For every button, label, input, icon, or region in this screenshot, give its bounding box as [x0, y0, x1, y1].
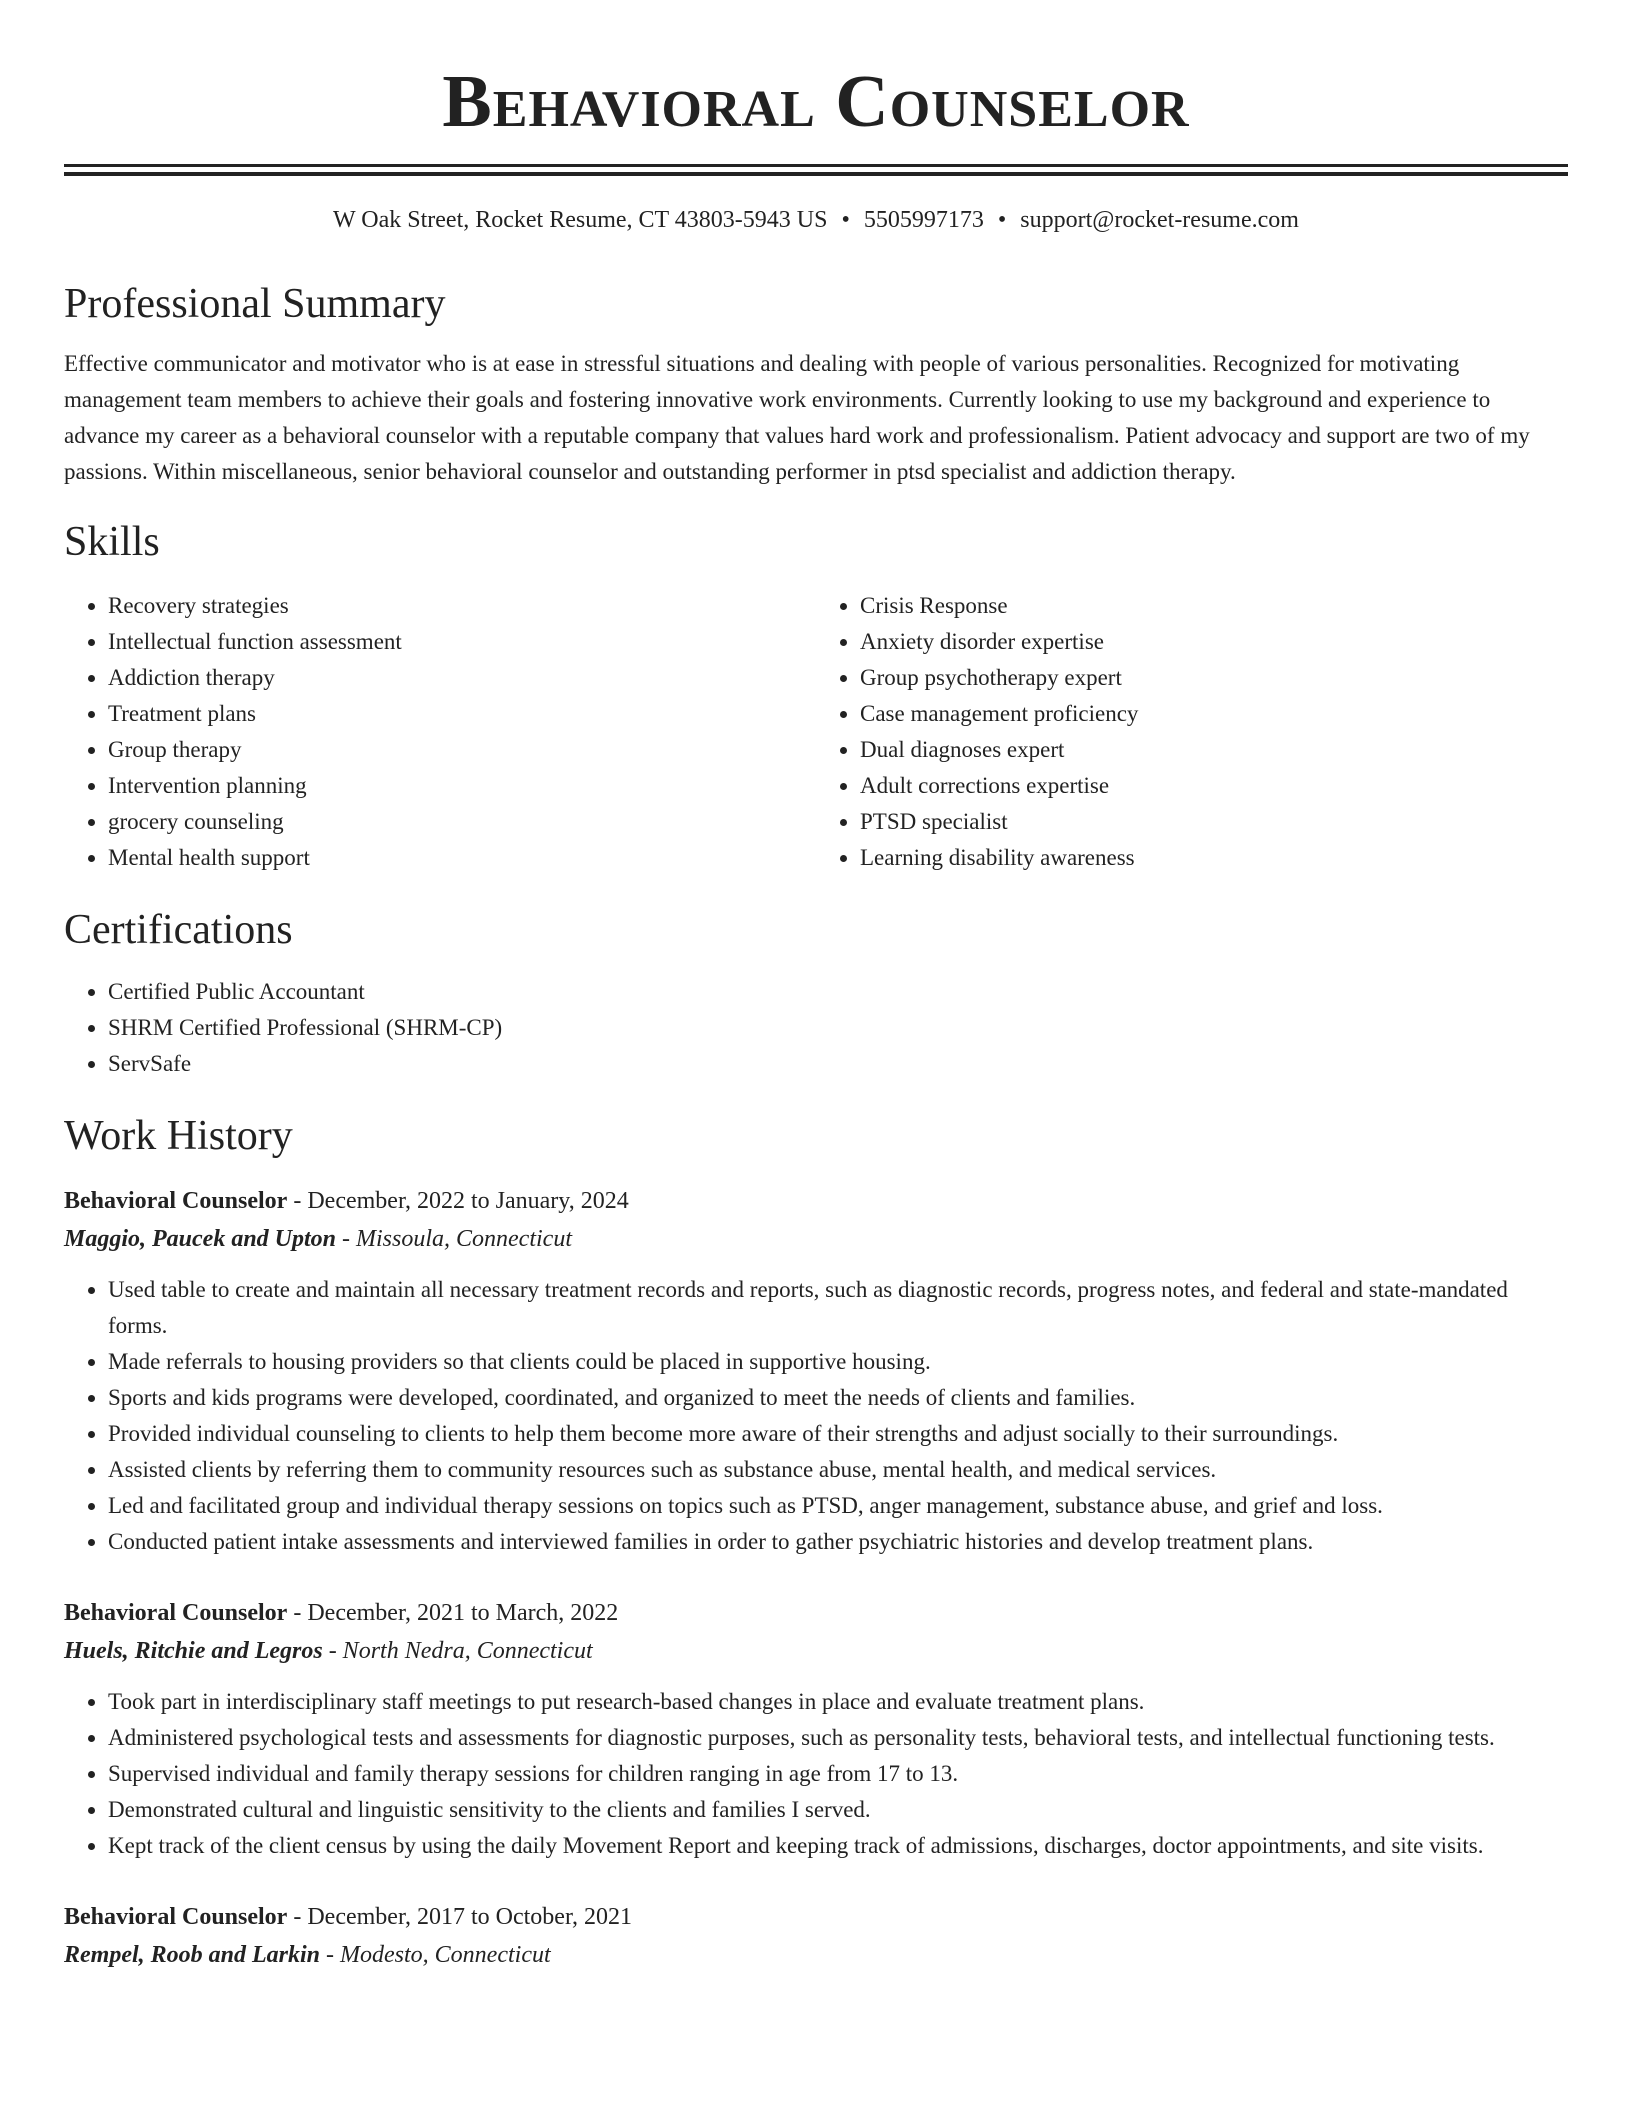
- contact-separator: •: [841, 207, 850, 233]
- work-history-heading: Work History: [64, 1113, 293, 1159]
- skill-item: • Anxiety disorder expertise: [860, 624, 1568, 660]
- skill-item: • Intellectual function assessment: [108, 624, 816, 660]
- job-bullet: • Sports and kids programs were developed, coordinated, and organized to meet the needs of clients and families.: [108, 1380, 1568, 1416]
- job-bullet: • Demonstrated cultural and linguistic sensitivity to the clients and families I served.: [108, 1792, 1568, 1828]
- contact-separator: •: [997, 207, 1007, 233]
- job-title-line: [64, 1182, 1568, 1220]
- job-company: Huels, Ritchie and Legros: [64, 1638, 323, 1664]
- job-title: Behavioral Counselor: [64, 1600, 288, 1626]
- job-bullet: • Conducted patient intake assessments and interviewed families in order to gather psychiatric histories and develop treatment plans.: [108, 1524, 1568, 1560]
- job-bullet: • Kept track of the client census by using the daily Movement Report and keeping track of admissions, discharges, doctor appointments, and site visits.: [108, 1828, 1568, 1864]
- summary-text: Effective communicator and motivator who is at ease in stressful situations and dealing with people of various personalities. Recognized for motivating management team members to achieve their goals and fostering innovative work environments. Currently looking to use my background and experience to advance my career as a behavioral counselor with a reputable company that values hard work and professionalism. Patient advocacy and support are two of my passions. Within miscellaneous, senior behavioral counselor and outstanding performer in ptsd specialist and addiction therapy.: [64, 351, 1530, 484]
- job-location: - Modesto, Connecticut: [320, 1942, 551, 1968]
- job-company-line: [64, 1936, 1568, 1974]
- job-title: Behavioral Counselor: [64, 1188, 288, 1214]
- skill-item: • Recovery strategies: [108, 588, 816, 624]
- skill-item: • Learning disability awareness: [860, 840, 1568, 876]
- job-company: Rempel, Roob and Larkin: [64, 1942, 321, 1968]
- certification-item: • Certified Public Accountant: [108, 974, 1568, 1010]
- job-entry: [64, 1898, 1568, 1974]
- job-bullet: • Took part in interdisciplinary staff meetings to put research-based changes in place and evaluate treatment plans.: [108, 1684, 1568, 1720]
- job-bullet: • Made referrals to housing providers so that clients could be placed in supportive housing.: [108, 1344, 1568, 1380]
- job-entry: [64, 1182, 1568, 1560]
- skill-item: • Intervention planning: [108, 768, 816, 804]
- job-bullets: [64, 1684, 1568, 1864]
- job-bullet: • Led and facilitated group and individual therapy sessions on topics such as PTSD, anger management, substance abuse, and grief and loss.: [108, 1488, 1568, 1524]
- job-dates: - December, 2017 to October, 2021: [287, 1904, 632, 1930]
- certifications-heading: Certifications: [64, 907, 293, 953]
- skill-item: • Crisis Response: [860, 588, 1568, 624]
- job-bullet: • Supervised individual and family therapy sessions for children ranging in age from 17 to 13.: [108, 1756, 1568, 1792]
- skill-item: • PTSD specialist: [860, 804, 1568, 840]
- skill-item: • Treatment plans: [108, 696, 816, 732]
- header-double-rule: [64, 164, 1568, 176]
- contact-address: W Oak Street, Rocket Resume, CT 43803-5943 US: [333, 207, 828, 233]
- contact-line: [64, 204, 1568, 236]
- skill-item: • Addiction therapy: [108, 660, 816, 696]
- job-dates: - December, 2021 to March, 2022: [287, 1600, 619, 1626]
- skills-right-list: [816, 588, 1568, 876]
- job-bullet: • Assisted clients by referring them to community resources such as substance abuse, mental health, and medical services.: [108, 1452, 1568, 1488]
- skill-item: • Mental health support: [108, 840, 816, 876]
- skill-item: • Case management proficiency: [860, 696, 1568, 732]
- skill-item: • Adult corrections expertise: [860, 768, 1568, 804]
- skills-left-list: [64, 588, 816, 876]
- certifications-list: [64, 974, 1568, 1082]
- skill-item: • Group therapy: [108, 732, 816, 768]
- skill-item: • grocery counseling: [108, 804, 816, 840]
- skills-columns: [64, 588, 1568, 876]
- job-entry: [64, 1594, 1568, 1864]
- certification-item: • SHRM Certified Professional (SHRM-CP): [108, 1010, 1568, 1046]
- job-dates: - December, 2022 to January, 2024: [287, 1188, 629, 1214]
- skill-item: • Dual diagnoses expert: [860, 732, 1568, 768]
- job-location: - Missoula, Connecticut: [336, 1226, 572, 1252]
- job-bullets: [64, 1272, 1568, 1560]
- job-company-line: [64, 1220, 1568, 1258]
- job-location: - North Nedra, Connecticut: [322, 1638, 593, 1664]
- job-title: Behavioral Counselor: [64, 1904, 288, 1930]
- certification-item: • ServSafe: [108, 1046, 1568, 1082]
- job-bullet: • Administered psychological tests and assessments for diagnostic purposes, such as personality tests, behavioral tests, and intellectual functioning tests.: [108, 1720, 1568, 1756]
- skills-heading: Skills: [64, 519, 160, 565]
- job-title-line: [64, 1594, 1568, 1632]
- job-title-line: [64, 1898, 1568, 1936]
- skill-item: • Group psychotherapy expert: [860, 660, 1568, 696]
- job-bullet: • Provided individual counseling to clients to help them become more aware of their strengths and adjust socially to their surroundings.: [108, 1416, 1568, 1452]
- resume-name-title: Behavioral Counselor: [442, 61, 1190, 143]
- job-company-line: [64, 1632, 1568, 1670]
- contact-email: support@rocket-resume.com: [1020, 207, 1299, 233]
- job-company: Maggio, Paucek and Upton: [64, 1226, 337, 1252]
- job-bullet: • Used table to create and maintain all necessary treatment records and reports, such as diagnostic records, progress notes, and federal and state-mandated forms.: [108, 1272, 1568, 1344]
- summary-heading: Professional Summary: [64, 281, 446, 327]
- contact-phone: 5505997173: [863, 207, 984, 233]
